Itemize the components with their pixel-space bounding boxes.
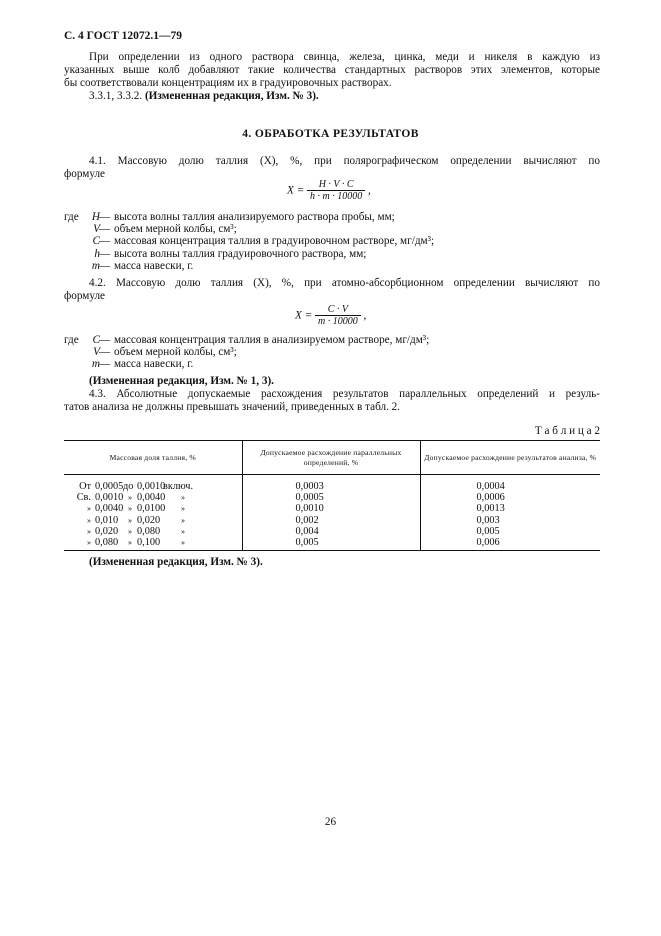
legend-symbol: C — [92, 235, 100, 248]
legend-dash: — — [99, 223, 111, 236]
legend-dash: — — [99, 211, 111, 223]
paragraph-4-2-line-1: 4.2. Массовую долю таллия (X), %, при атомно-абсорбционном определении вычисляют по — [89, 277, 600, 289]
parallel-value: 0,002 — [295, 514, 319, 526]
formula-1-fraction — [307, 179, 365, 203]
legend-symbol: m — [91, 358, 100, 371]
range-part: 0,0010 — [95, 492, 124, 504]
range-part: » — [181, 493, 185, 503]
range-part: » — [181, 537, 185, 547]
edition-note-1 — [89, 90, 319, 103]
section-title: 4. ОБРАБОТКА РЕЗУЛЬТАТОВ — [242, 128, 419, 140]
formula-2-denominator: m · 10000 — [315, 315, 361, 328]
legend-text: массовая концентрация таллия в градуировочном растворе, мг/дм³; — [114, 235, 435, 248]
legend-text: масса навески, г. — [114, 259, 194, 272]
legend-dash: — — [99, 259, 111, 272]
analysis-value: 0,0004 — [476, 481, 505, 492]
formula-2-numerator: C · V — [327, 304, 348, 315]
range-part: » — [128, 537, 132, 547]
edition-note-2: (Измененная редакция, Изм. № 1, 3). — [89, 375, 274, 387]
formula-1-tail: , — [368, 184, 371, 197]
range-part: 0,080 — [95, 536, 119, 548]
parallel-value: 0,0003 — [295, 481, 324, 492]
intro-paragraph-line-2: указанных выше колб добавляют такие количества стандартных растворов этих элементов, которые — [64, 64, 600, 76]
intro-paragraph-line-1: При определении из одного раствора свинца, железа, цинка, меди и никеля в каждую из — [89, 51, 600, 63]
range-part: » — [181, 515, 185, 525]
formula-1-denominator: h · m · 10000 — [307, 190, 365, 203]
legend-prefix: где — [64, 334, 79, 346]
range-part: » — [87, 504, 91, 514]
legend-text: массовая концентрация таллия в анализируемом растворе, мг/дм³; — [114, 334, 430, 346]
parallel-value: 0,0005 — [295, 492, 324, 504]
range-part: 0,0010 — [137, 481, 166, 492]
formula-2 — [295, 304, 366, 328]
range-part: » — [181, 504, 185, 514]
formula-1-lhs: X = — [287, 184, 305, 197]
paragraph-4-3-line-2: татов анализа не должны превышать значений, приведенных в табл. 2. — [64, 401, 401, 413]
mass-fraction-range — [69, 503, 242, 514]
range-part: 0,100 — [137, 536, 161, 548]
analysis-value: 0,0006 — [476, 492, 505, 504]
parallel-value: 0,005 — [295, 536, 319, 548]
legend-text: высота волны таллия анализируемого раствора пробы, мм; — [114, 211, 395, 223]
legend-dash: — — [99, 346, 111, 359]
edition-ref: 3.3.1, 3.3.2. — [89, 90, 143, 102]
page-number: 26 — [324, 816, 337, 828]
range-part: до — [123, 481, 134, 492]
formula-1 — [287, 179, 371, 203]
range-part: 0,0040 — [95, 503, 124, 515]
legend-symbol: H — [91, 211, 100, 223]
analysis-value: 0,003 — [476, 514, 500, 526]
paragraph-4-2-line-2: формуле — [64, 290, 105, 302]
range-part: 0,0100 — [137, 503, 166, 515]
legend-dash: — — [99, 235, 111, 248]
analysis-value: 0,0013 — [476, 503, 505, 515]
formula-2-fraction — [315, 304, 361, 328]
table-header-row — [64, 441, 600, 475]
mass-fraction-range — [69, 526, 242, 537]
table-header-parallel: Допускаемое расхождение параллельных определений, % — [242, 441, 420, 475]
legend-text: объем мерной колбы, см³; — [114, 223, 237, 236]
table-header-mass-fraction: Массовая доля таллия, % — [64, 441, 242, 475]
legend-prefix: где — [64, 211, 79, 223]
mass-fraction-range — [69, 515, 242, 526]
legend-dash: — — [99, 247, 111, 260]
range-part: » — [87, 515, 91, 525]
range-part: » — [87, 537, 91, 547]
legend-symbol: h — [94, 247, 100, 260]
legend-symbol: C — [92, 334, 100, 346]
paragraph-4-3-line-1: 4.3. Абсолютные допускаемые расхождения результатов параллельных определений и резуль- — [89, 388, 600, 400]
table-caption: Т а б л и ц а 2 — [534, 425, 600, 437]
range-part: 0,0040 — [137, 492, 166, 504]
legend-text: объем мерной колбы, см³; — [114, 346, 237, 359]
table-body — [64, 475, 600, 551]
range-part: включ. — [163, 481, 194, 492]
paragraph-4-1-line-1: 4.1. Массовую долю таллия (X), %, при полярографическом определении вычисляют по — [89, 155, 600, 167]
range-part: 0,020 — [95, 525, 119, 537]
formula-1-numerator: H · V · C — [318, 179, 354, 190]
legend-text: масса навески, г. — [114, 358, 194, 371]
range-part: » — [128, 526, 132, 536]
intro-paragraph-line-3: бы соответствовали концентрациям их в градуировочных растворах. — [64, 77, 392, 89]
formula-2-lhs: X = — [295, 309, 313, 322]
legend-symbol: m — [91, 259, 100, 272]
range-part: 0,010 — [95, 514, 119, 526]
analysis-column — [420, 475, 600, 551]
formula-2-tail: , — [363, 309, 367, 322]
mass-fraction-column — [64, 475, 242, 551]
range-part: » — [181, 526, 185, 536]
mass-fraction-range — [69, 492, 242, 503]
range-part: » — [87, 526, 91, 536]
edition-note-text: (Измененная редакция, Изм. № 3). — [144, 90, 319, 102]
page-header: С. 4 ГОСТ 12072.1—79 — [64, 30, 183, 42]
range-part: » — [128, 504, 132, 514]
range-part: 0,020 — [137, 514, 161, 526]
legend-text: высота волны таллия градуировочного раствора, мм; — [114, 247, 367, 260]
mass-fraction-range — [69, 537, 242, 548]
range-part: » — [128, 515, 132, 525]
legend-dash: — — [99, 334, 111, 346]
range-part: 0,0005 — [95, 481, 124, 492]
parallel-value: 0,004 — [295, 525, 319, 537]
edition-note-3: (Измененная редакция, Изм. № 3). — [89, 556, 263, 568]
range-part: Св. — [76, 492, 91, 504]
parallel-column — [242, 475, 420, 551]
legend-symbol: V — [93, 346, 100, 359]
legend-symbol: V — [93, 223, 100, 236]
legend-dash: — — [99, 358, 111, 371]
parallel-value: 0,0010 — [295, 503, 324, 515]
range-part: От — [79, 481, 91, 492]
analysis-value: 0,006 — [476, 536, 500, 548]
analysis-value: 0,005 — [476, 525, 500, 537]
paragraph-4-1-line-2: формуле — [64, 168, 105, 180]
range-part: » — [128, 493, 132, 503]
range-part: 0,080 — [137, 525, 161, 537]
mass-fraction-range — [69, 481, 242, 492]
table-header-analysis: Допускаемое расхождение результатов анализа, % — [420, 441, 600, 475]
results-table — [64, 440, 600, 551]
